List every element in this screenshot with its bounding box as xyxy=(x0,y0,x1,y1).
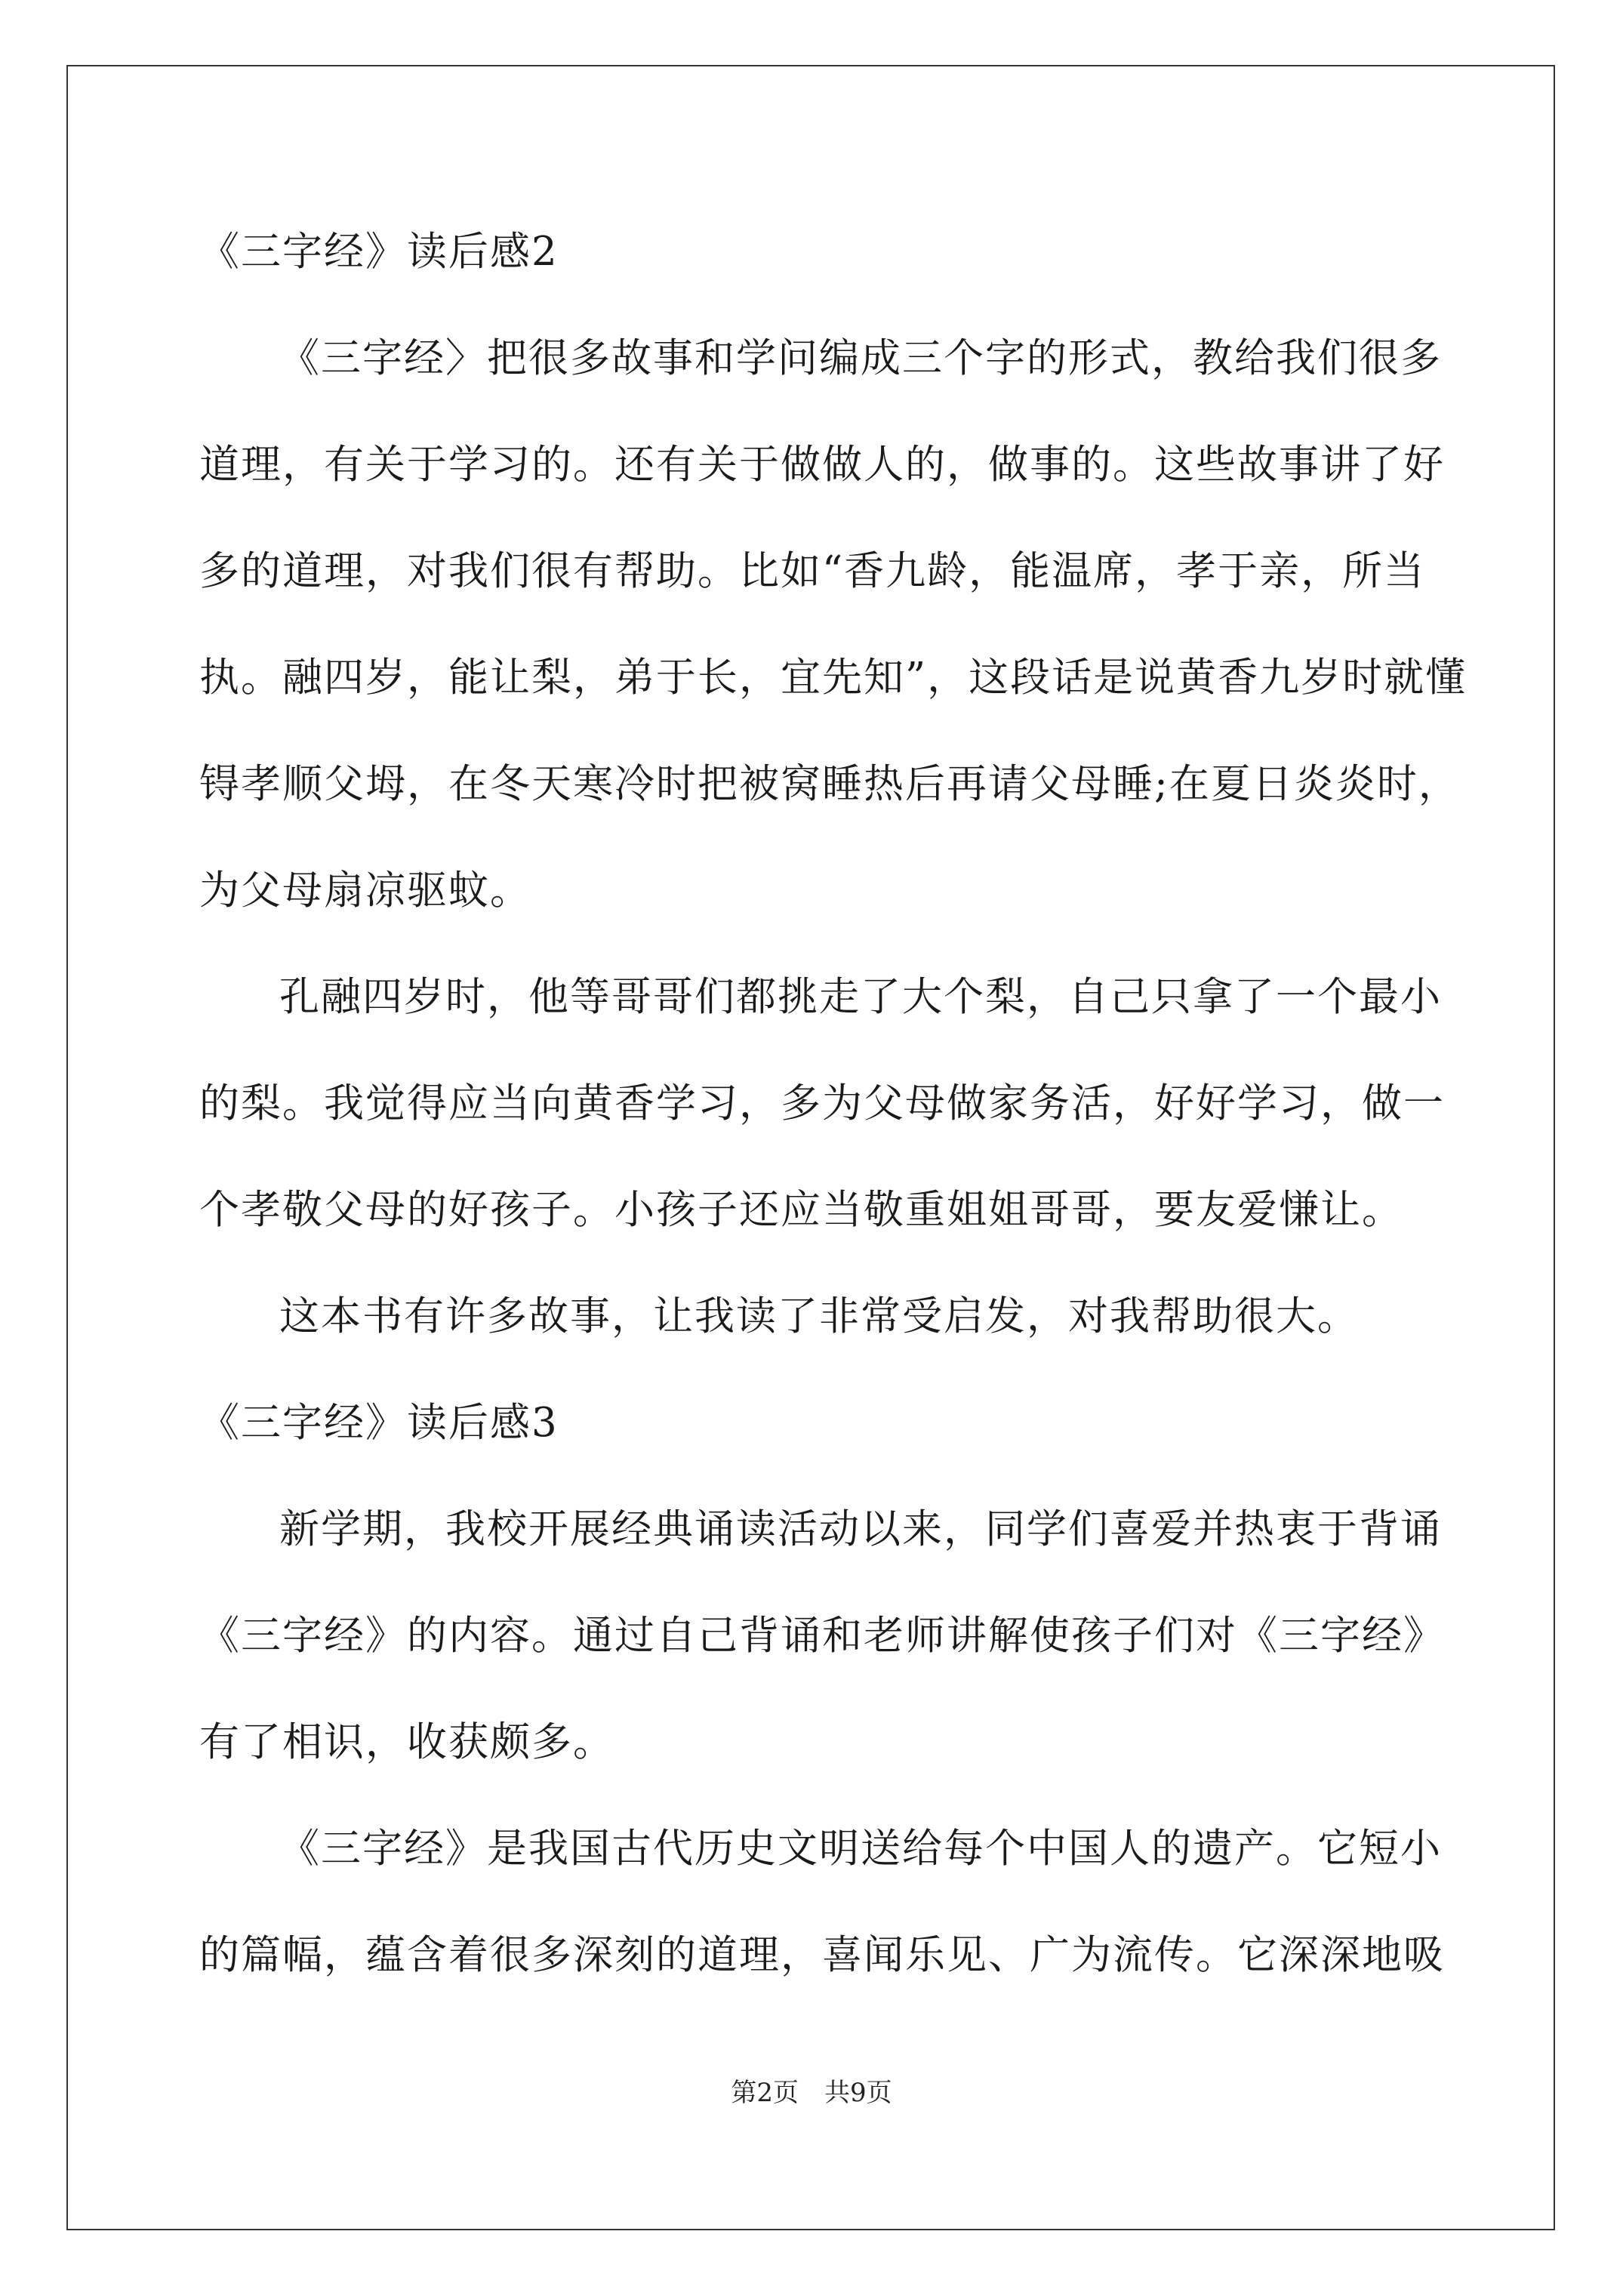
text-line: 《三字经》是我国古代历史文明送给每个中国人的遗产。它短小 xyxy=(279,1826,1442,1872)
text-line: 孔融四岁时，他等哥哥们都挑走了大个梨，自己只拿了一个最小 xyxy=(279,974,1442,1020)
text-line: 执。融四岁，能让梨，弟于长，宜先知”，这段话是说黄香九岁时就懂 xyxy=(199,655,1467,701)
text-line: 个孝敬父母的好孩子。小孩子还应当敬重姐姐哥哥，要友爱慊让。 xyxy=(199,1187,1403,1233)
text-line: 《三字经〉把很多故事和学问编成三个字的形式，教给我们很多 xyxy=(279,335,1442,381)
text-line: 锝孝顺父坶，在冬天寒冷时把被窝睡热后再请父母睡;在夏日炎炎时， xyxy=(199,761,1460,807)
text-line: 道理，有关于学习的。还有关于做做人的，做事的。这些故事讲了好 xyxy=(199,442,1445,488)
text-line: 多的道理，对我们很有帮助。比如“香九龄，能温席，孝于亲，所当 xyxy=(199,548,1426,594)
text-line: 有了相识，收获颇多。 xyxy=(199,1719,614,1765)
text-line: 为父母扇凉驱蚊。 xyxy=(199,868,531,914)
page-border xyxy=(66,65,1555,2230)
page-number: 第2页 共9页 xyxy=(731,2078,892,2108)
text-line: 《三字经》的内容。通过自己背诵和老师讲解使孩子们对《三字经》 xyxy=(199,1613,1445,1659)
text-line: 这本书有许多故事，让我读了非常受启发，对我帮助很大。 xyxy=(279,1293,1359,1339)
text-line: 新学期，我校开展经典诵读活动以来，同学们喜爱并热衷于背诵 xyxy=(279,1506,1442,1552)
section-heading: 《三字经》读后感3 xyxy=(199,1400,559,1446)
text-line: 的篇幅，蕴含着很多深刻的道理，喜闻乐见、广为流传。它深深地吸 xyxy=(199,1932,1445,1978)
section-heading: 《三字经》读后感2 xyxy=(199,229,559,275)
text-line: 的梨。我觉得应当向黄香学习，多为父母做家务活，好好学习，做一 xyxy=(199,1080,1445,1126)
